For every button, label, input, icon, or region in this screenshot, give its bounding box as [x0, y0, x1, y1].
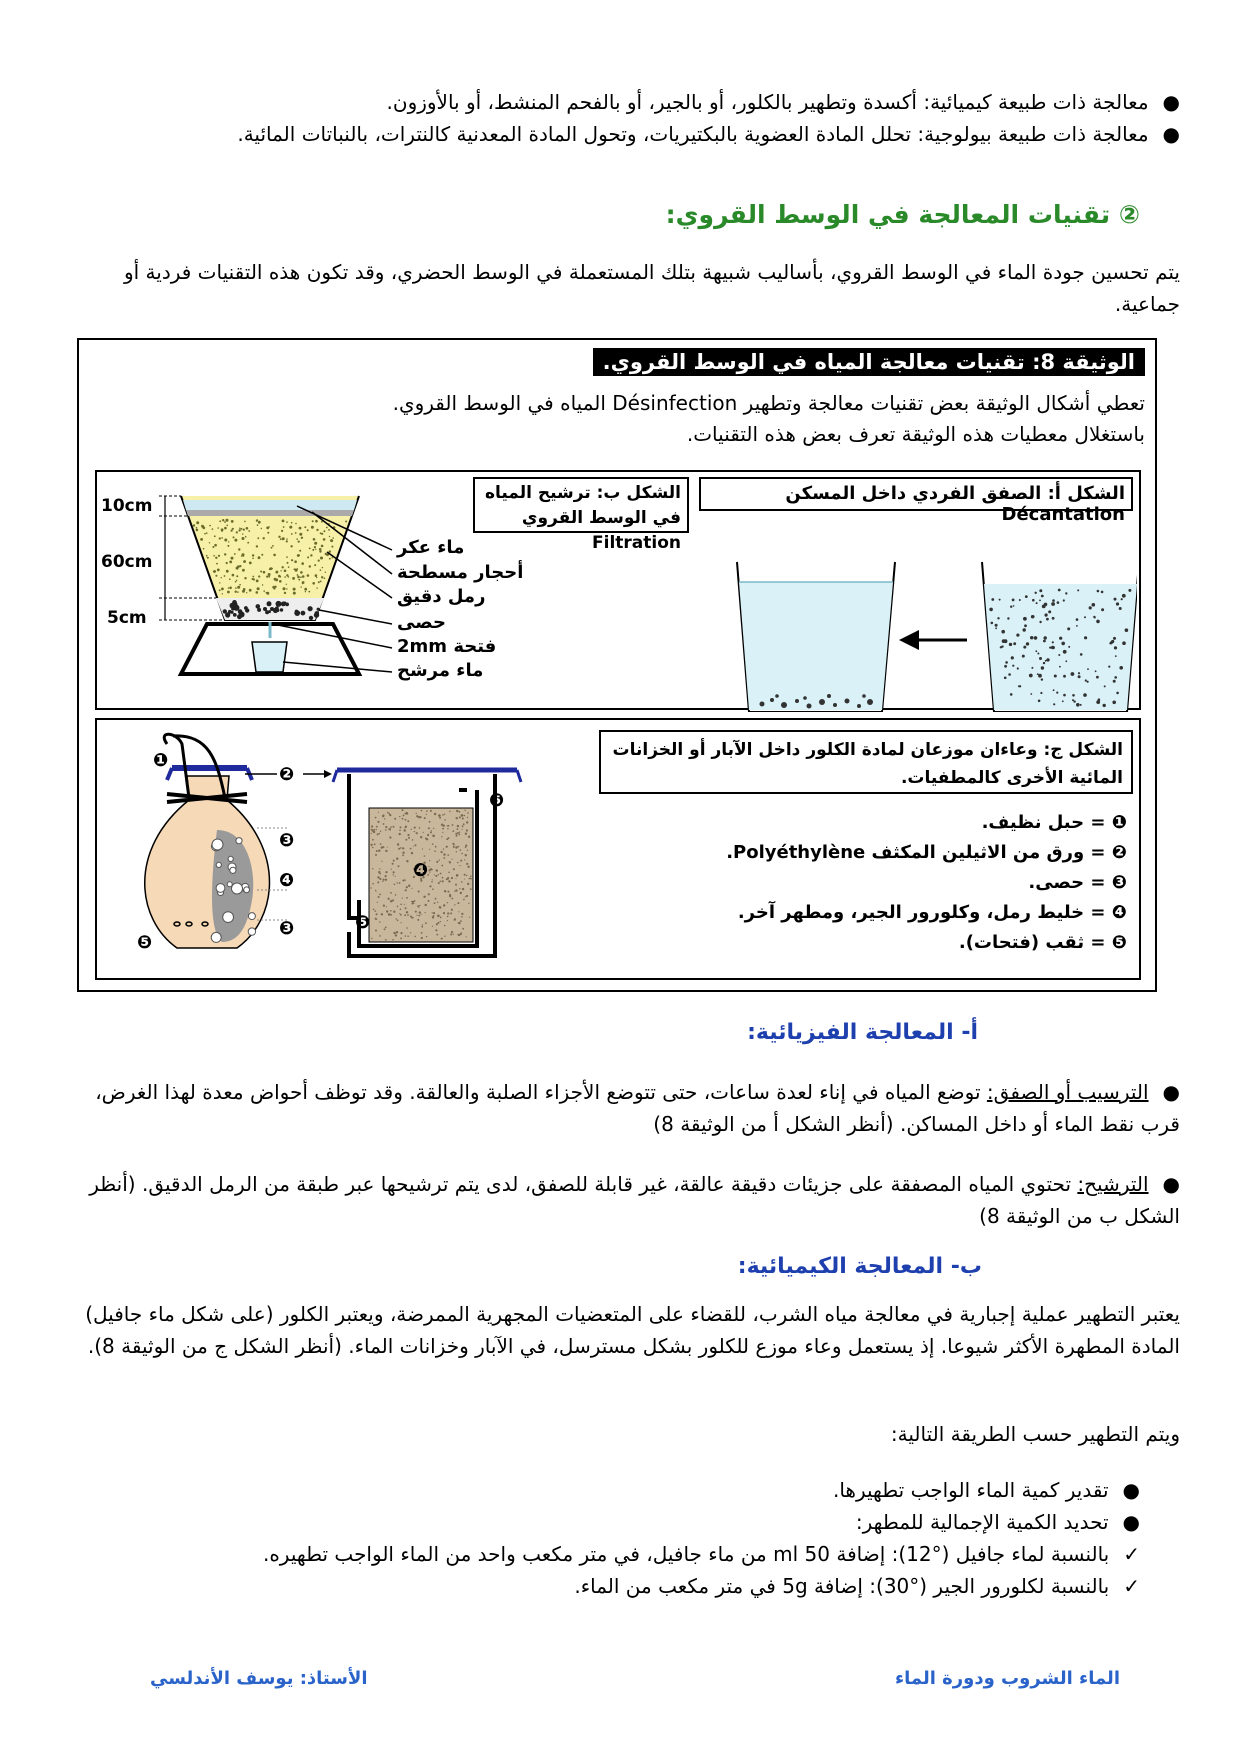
- legend-item-holes: ❺ = ثقب (فتحات).: [958, 932, 1127, 953]
- chemical-treatment-paragraph: يعتبر التطهير عملية إجبارية في معالجة مياه الشرب، للقضاء على المتعضيات المجهرية الممرضة، ويعتبر الكلور (على شكل ماء جافيل) المادة المطهرة الأكثر شيوعا. إذ يستعمل وعاء موزع للكلور بشكل مسترسل، في الآبار وخزانات الماء. (أنظر الشكل ج من الوثيقة 8).: [85, 1302, 1180, 1358]
- figure-c-panel: [95, 718, 1141, 980]
- bullet-filtration: ●الترشيح: تحتوي المياه المصفقة على جزيئات دقيقة عالقة، غير قابلة للصفق، لدى يتم ترشيحها عبر طبقة من الرمل الدقيق. (أنظر الشكل ب من الوثيقة 8): [89, 1172, 1180, 1228]
- label-gravel: حصى: [397, 612, 446, 633]
- marker-2: ❷: [279, 764, 295, 785]
- legend-item-mixture: ❹ = خليط رمل، وكلورور الجير، ومطهر آخر.: [737, 902, 1127, 923]
- dimension-60cm: 60cm: [101, 552, 153, 572]
- bullet-biological: ●معالجة ذات طبيعة بيولوجية: تحلل المادة العضوية بالبكتيريات، وتحول المادة المعدنية كالنترات، بالنباتات المائية.: [60, 118, 1180, 150]
- figure-c-title: الشكل ج: وعاءان موزعان لمادة الكلور داخل الآبار أو الخزانات المائية الأخرى كالمطفيات.: [599, 730, 1133, 794]
- turbid-water-layer: [183, 500, 357, 510]
- bullet-dot: ●: [1162, 90, 1180, 114]
- document-intro: [89, 388, 1145, 450]
- dimension-10cm: 10cm: [101, 496, 153, 516]
- arrow-head: [899, 630, 919, 650]
- dimension-5cm: 5cm: [107, 608, 147, 628]
- marker-5-bucket-top: ❺: [489, 790, 505, 811]
- bullet-estimate-volume: ●تقدير كمية الماء الواجب تطهيرها.: [832, 1478, 1140, 1502]
- chemical-treatment-heading: ب- المعالجة الكيميائية:: [737, 1254, 982, 1279]
- chlorine-dispensers-drawing: [97, 720, 597, 978]
- flat-stones-layer: [186, 510, 354, 516]
- figure-c-legend: [726, 808, 1127, 958]
- document-intro-line2: باستغلال معطيات هذه الوثيقة تعرف بعض هذه التقنيات.: [686, 422, 1145, 446]
- check-icon: ✓: [1123, 1542, 1140, 1566]
- bullet-dot: ●: [1162, 122, 1180, 146]
- clear-water: [739, 582, 893, 710]
- disinfection-method: ويتم التطهير حسب الطريقة التالية:: [890, 1422, 1180, 1446]
- section-heading-rural: ② تقنيات المعالجة في الوسط القروي:: [665, 200, 1140, 229]
- label-turbid-water: ماء عكر: [397, 537, 465, 558]
- marker-3-lower: ❸: [279, 918, 295, 939]
- footer-teacher: الأستاذ: يوسف الأندلسي: [150, 1668, 368, 1689]
- figure-a-title: الشكل أ: الصفق الفردي داخل المسكن Décantation: [699, 477, 1133, 511]
- check-icon: ✓: [1123, 1574, 1140, 1598]
- marker-3-upper: ❸: [279, 830, 295, 851]
- document-title: الوثيقة 8: تقنيات معالجة المياه في الوسط القروي.: [593, 348, 1145, 376]
- turbid-water: [984, 584, 1137, 710]
- physical-treatment-heading: أ- المعالجة الفيزيائية:: [747, 1020, 978, 1045]
- term-filtration: الترشيح:: [1077, 1172, 1149, 1196]
- check-javel: ✓بالنسبة لماء جافيل (°12): إضافة 50 ml من ماء جافيل، في متر مكعب واحد من الماء الواجب تطهيره.: [60, 1538, 1140, 1570]
- decantation-drawing: [637, 512, 1137, 712]
- term-decantation: الترسيب أو الصفق:: [986, 1080, 1149, 1104]
- figures-ab-panel: [95, 470, 1141, 710]
- marker-5-bucket-bottom: ❺: [355, 912, 371, 933]
- label-filtered-water: ماء مرشح: [397, 660, 484, 681]
- legend-item-rope: ❶ = حبل نظيف.: [981, 812, 1127, 833]
- label-fine-sand: رمل دقيق: [397, 586, 486, 607]
- document-intro-line1: تعطي أشكال الوثيقة بعض تقنيات معالجة وتطهير Désinfection المياه في الوسط القروي.: [392, 391, 1145, 415]
- legend-item-gravel: ❸ = حصى.: [1028, 872, 1127, 893]
- bullet-total-quantity: ●تحديد الكمية الإجمالية للمطهر:: [855, 1510, 1140, 1534]
- marker-5-jar: ❺: [137, 932, 153, 953]
- marker-4-bucket: ❹: [413, 860, 429, 881]
- document-8-frame: [77, 338, 1157, 992]
- marker-1: ❶: [153, 750, 169, 771]
- filtered-water-cup: [252, 642, 287, 672]
- section-intro: يتم تحسين جودة الماء في الوسط القروي، بأساليب شبيهة بتلك المستعملة في الوسط الحضري، وقد تكون هذه التقنيات فردية أو جماعية.: [123, 260, 1180, 316]
- footer-course-title: الماء الشروب ودورة الماء: [894, 1668, 1120, 1689]
- bullet-decantation: ●الترسيب أو الصفق: توضع المياه في إناء لعدة ساعات، حتى تتوضع الأجزاء الصلبة والعالقة. وقد توظف أحواض معدة لهذا الغرض، قرب نقط الماء أو داخل المساكن. (أنظر الشكل أ من الوثيقة 8): [95, 1080, 1180, 1136]
- check-chlorure-chaux: ✓بالنسبة لكلورور الجير (°30): إضافة 5g في متر مكعب من الماء.: [60, 1570, 1140, 1602]
- label-flat-stones: أحجار مسطحة: [397, 562, 524, 583]
- legend-item-polyethylene: ❷ = ورق من الاثيلين المكثف Polyéthylène.: [726, 842, 1127, 863]
- bullet-chemical: ●معالجة ذات طبيعة كيميائية: أكسدة وتطهير بالكلور، أو بالجير، أو بالفحم المنشط، أو بالأوزون.: [60, 86, 1180, 118]
- marker-4-jar: ❹: [279, 870, 295, 891]
- figure-b-title: الشكل ب: ترشيح المياه في الوسط القروي Filtration: [473, 477, 689, 533]
- label-opening: فتحة 2mm: [397, 636, 497, 657]
